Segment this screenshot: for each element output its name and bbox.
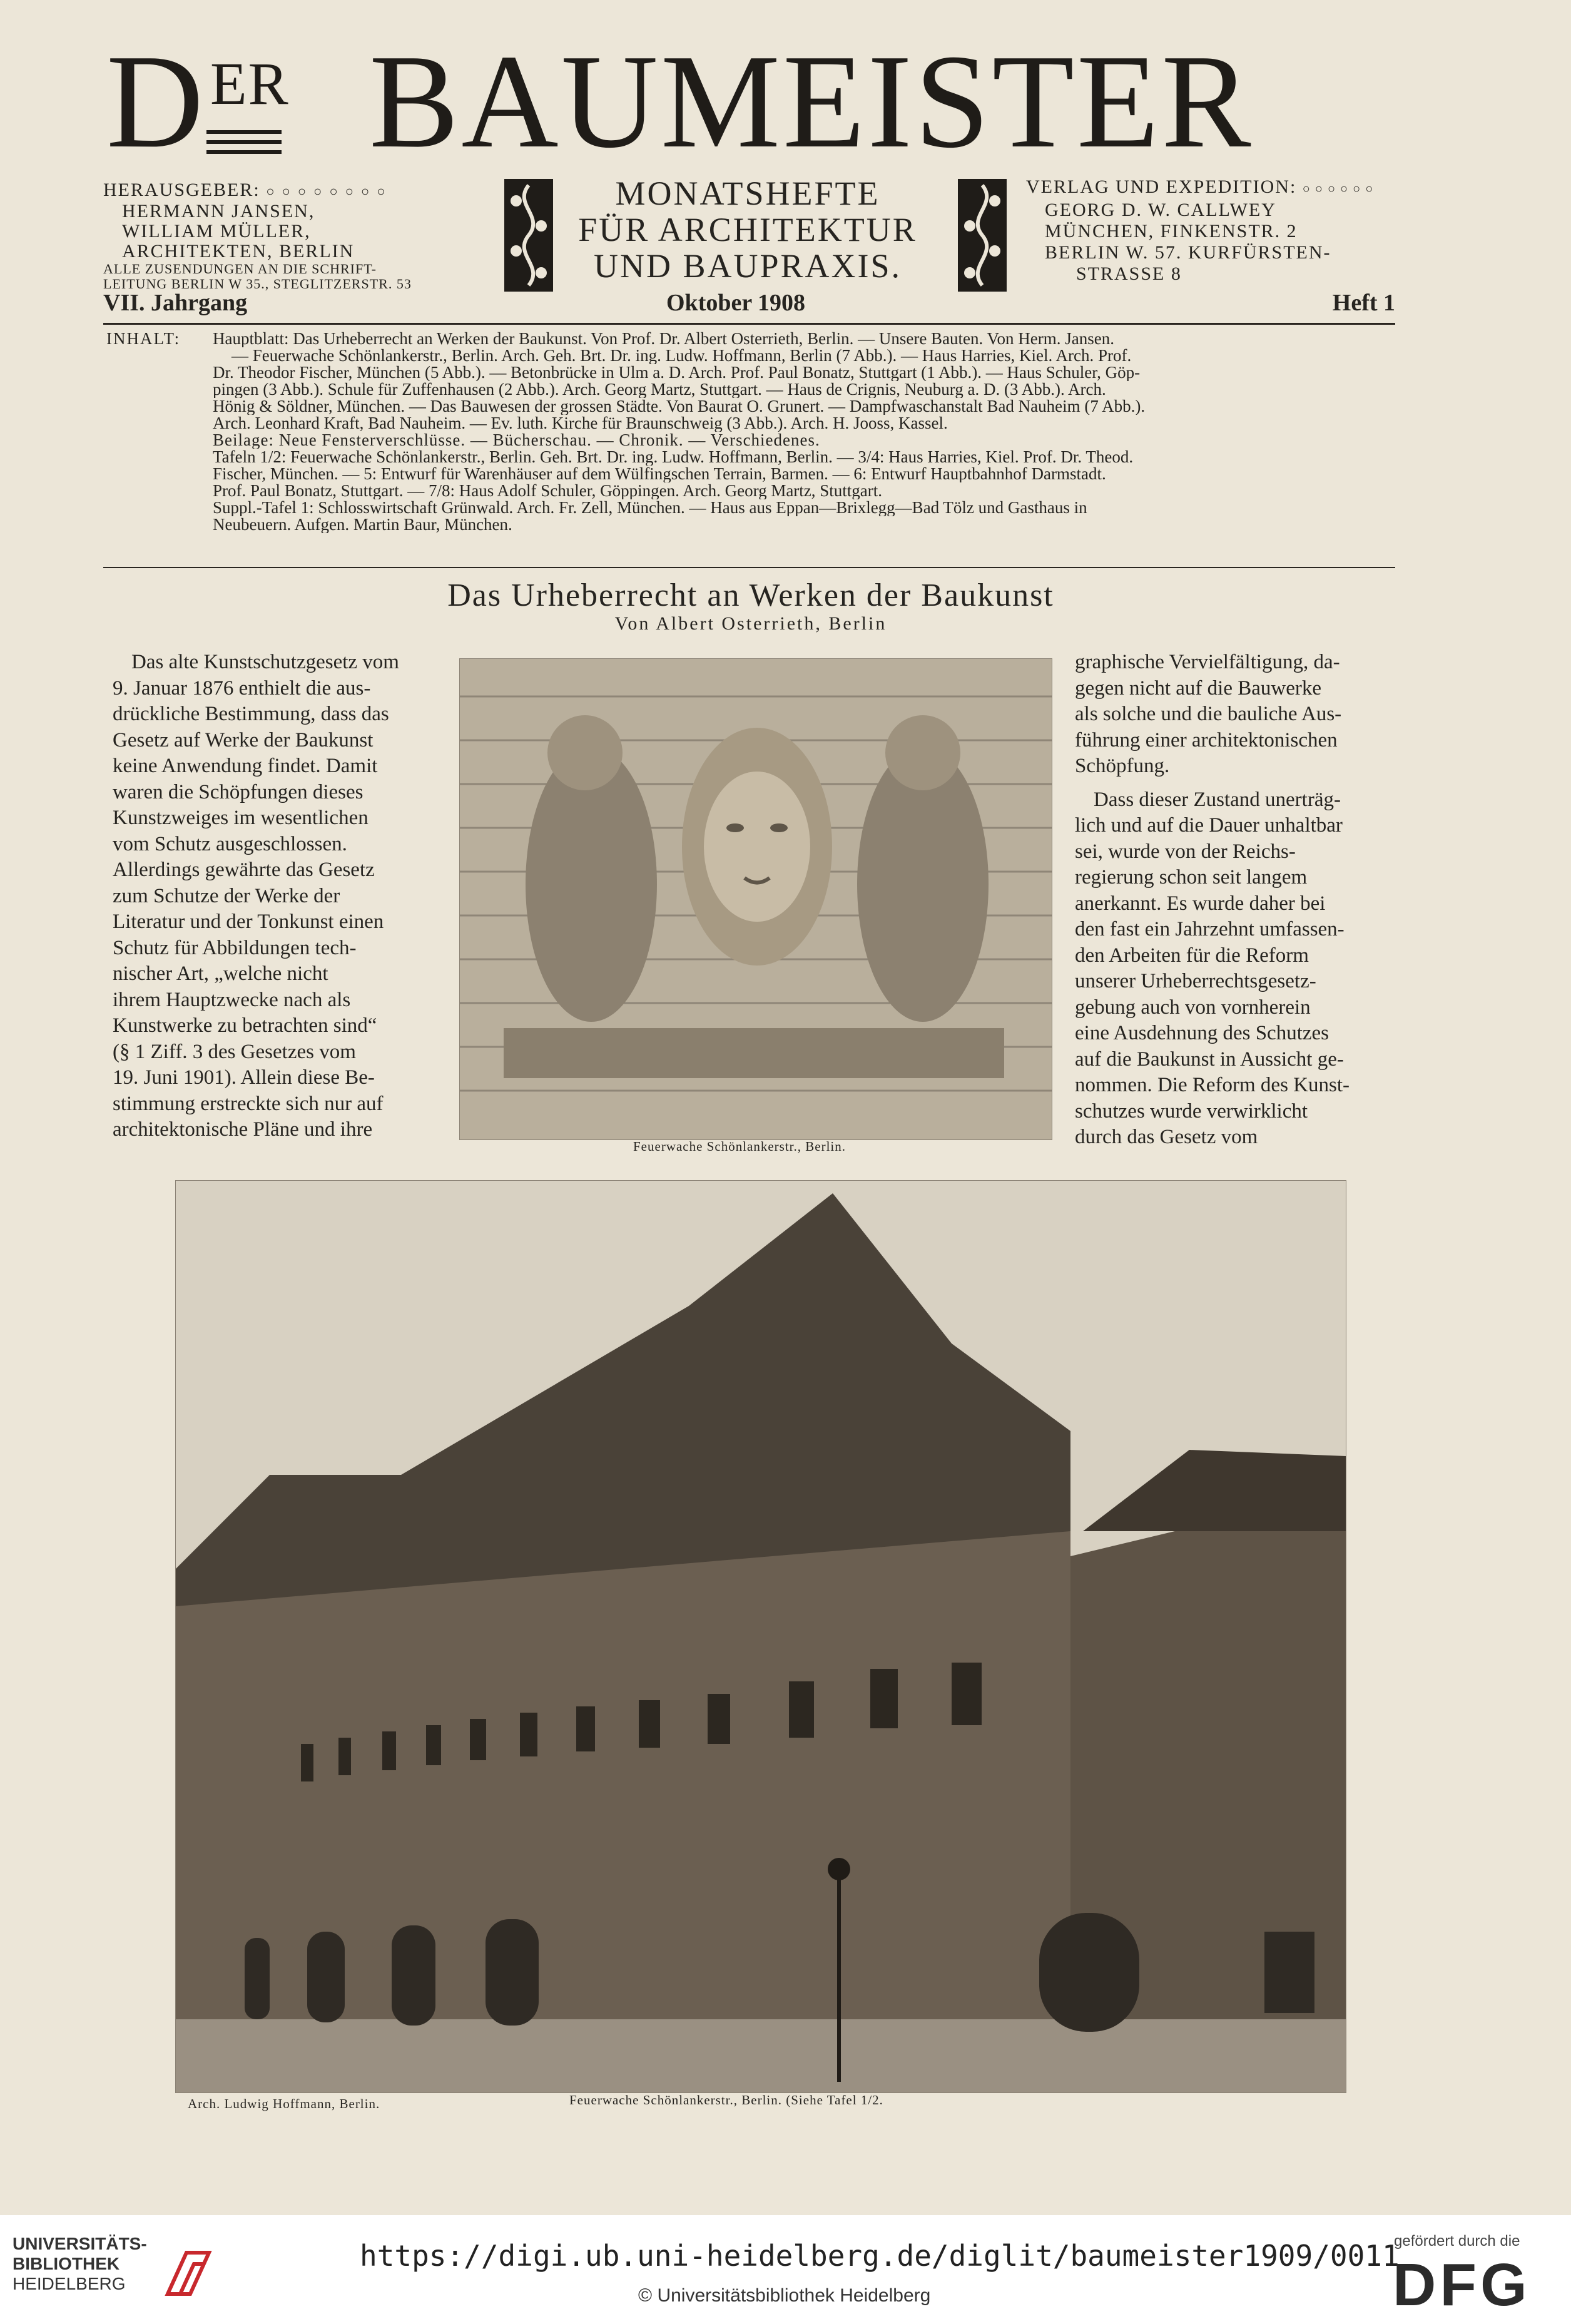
funding-note: gefördert durch die xyxy=(1394,2233,1520,2250)
fire-station-photo xyxy=(175,1180,1346,2093)
publisher-munich: MÜNCHEN, FINKENSTR. 2 xyxy=(1045,221,1298,242)
contents-line: Dr. Theodor Fischer, München (5 Abb.). — Betonbrücke in Ulm a. D. Arch. Prof. Paul Bonatz, Stuttgart (1 Abb.). — Haus Schuler, Göp- xyxy=(213,364,1141,381)
contents-label: INHALT: xyxy=(106,329,181,348)
library-logo-icon[interactable] xyxy=(161,2246,215,2300)
issue-row xyxy=(103,289,1395,320)
article-line: Allerdings gewährte das Gesetz xyxy=(113,859,375,881)
article-line: nischer Art, „welche nicht xyxy=(113,962,328,985)
article-line: gebung auch von vornherein xyxy=(1075,996,1311,1019)
issue-number: Heft 1 xyxy=(1332,290,1395,316)
article-column-left xyxy=(113,650,438,1143)
divider-rule xyxy=(103,567,1395,568)
subtitle-line1: MONATSHEFTE xyxy=(615,175,880,212)
dots-ornament: ○○○○○○ xyxy=(1302,182,1378,196)
issue-date: Oktober 1908 xyxy=(666,290,806,316)
article-line: graphische Vervielfältigung, da- xyxy=(1075,651,1340,673)
article-line: anerkannt. Es wurde daher bei xyxy=(1075,892,1326,915)
masthead xyxy=(106,26,1389,176)
permalink-url[interactable]: https://digi.ub.uni-heidelberg.de/diglit/baumeister1909/0011 xyxy=(360,2239,1400,2273)
address-line2: LEITUNG BERLIN W 35., STEGLITZERSTR. 53 xyxy=(103,276,412,292)
architect-caption: Arch. Ludwig Hoffmann, Berlin. xyxy=(188,2096,380,2111)
article-line: Dass dieser Zustand unerträg- xyxy=(1094,788,1341,811)
masthead-d: D xyxy=(106,26,204,176)
publisher-block xyxy=(1026,176,1401,285)
article-line: vom Schutz ausgeschlossen. xyxy=(113,832,347,855)
dfg-logo[interactable]: DFG xyxy=(1393,2251,1531,2318)
article-line: zum Schutze der Werke der xyxy=(113,884,340,907)
relief-photo xyxy=(459,658,1052,1140)
address-line1: ALLE ZUSENDUNGEN AN DIE SCHRIFT- xyxy=(103,261,377,277)
library-line2: BIBLIOTHEK xyxy=(13,2254,120,2273)
masthead-er-rules xyxy=(206,130,282,160)
subtitle-block xyxy=(544,175,951,284)
article-line: Das alte Kunstschutzgesetz vom xyxy=(131,651,399,673)
article-line: (§ 1 Ziff. 3 des Gesetzes vom xyxy=(113,1040,356,1063)
publisher-label: VERLAG UND EXPEDITION: xyxy=(1026,176,1297,197)
library-line3: HEIDELBERG xyxy=(13,2274,126,2293)
contents-line: Neubeuern. Aufgen. Martin Baur, München. xyxy=(213,516,512,533)
masthead-er: ER xyxy=(210,50,290,117)
dots-ornament: ○○○○○○○○ xyxy=(266,183,393,199)
article-line: führung einer architektonischen xyxy=(1075,728,1338,752)
article-line: Kunstwerke zu betrachten sind“ xyxy=(113,1014,377,1037)
article-line: sei, wurde von der Reichs- xyxy=(1075,840,1296,863)
subtitle-line3: UND BAUPRAXIS. xyxy=(593,247,902,285)
fire-station-building-image xyxy=(176,1181,1346,2092)
building-caption: Feuerwache Schönlankerstr., Berlin. (Siehe Tafel 1/2. xyxy=(569,2092,883,2107)
masthead-baumeister: BAUMEISTER xyxy=(369,26,1254,176)
editor-jansen: HERMANN JANSEN, xyxy=(122,201,315,222)
contents-line: Beilage: Neue Fensterverschlüsse. — Bücherschau. — Chronik. — Verschiedenes. xyxy=(213,432,820,449)
editors-label: HERAUSGEBER: xyxy=(103,180,260,200)
article-line: Gesetz auf Werke der Baukunst xyxy=(113,728,374,752)
publisher-street: STRASSE 8 xyxy=(1076,263,1182,284)
contents-line: Suppl.-Tafel 1: Schlosswirtschaft Grünwald. Arch. Fr. Zell, München. — Haus aus Eppan—Brixlegg—Bad Tölz und Gasthaus in xyxy=(213,499,1087,516)
divider-rule xyxy=(103,323,1395,325)
article-line: stimmung erstreckte sich nur auf xyxy=(113,1092,384,1115)
article-line: ihrem Hauptzwecke nach als xyxy=(113,988,351,1011)
article-line: den Arbeiten für die Reform xyxy=(1075,944,1309,967)
article-line: waren die Schöpfungen dieses xyxy=(113,780,364,803)
article-line: 19. Juni 1901). Allein diese Be- xyxy=(113,1066,375,1089)
vine-ornament-right-icon xyxy=(954,179,1010,292)
relief-sculpture-image xyxy=(460,659,1052,1139)
article-line: nommen. Die Reform des Kunst- xyxy=(1075,1074,1350,1096)
editors-block xyxy=(103,180,504,292)
article-line: als solche und die bauliche Aus- xyxy=(1075,703,1342,725)
subtitle-line2: FÜR ARCHITEKTUR xyxy=(578,211,917,248)
article-line: unserer Urheberrechtsgesetz- xyxy=(1075,970,1316,992)
article-column-right xyxy=(1075,650,1400,1151)
volume-label: VII. Jahrgang xyxy=(103,290,248,316)
viewer-footer xyxy=(0,2215,1571,2324)
article-line: lich und auf die Dauer unhaltbar xyxy=(1075,814,1343,837)
article-line: drückliche Bestimmung, dass das xyxy=(113,703,389,725)
article-line: Schutz für Abbildungen tech- xyxy=(113,936,357,959)
publisher-berlin: BERLIN W. 57. KURFÜRSTEN- xyxy=(1045,242,1331,263)
library-line1: UNIVERSITÄTS- xyxy=(13,2234,147,2253)
contents-line: Fischer, München. — 5: Entwurf für Warenhäuser auf dem Wülfingschen Terrain, Barmen. — 6: Entwurf Hauptbahnhof Darmstadt. xyxy=(213,466,1106,482)
article-line: auf die Baukunst in Aussicht ge- xyxy=(1075,1047,1344,1071)
copyright-notice: © Universitätsbibliothek Heidelberg xyxy=(638,2285,931,2306)
article-line: Literatur und der Tonkunst einen xyxy=(113,910,384,933)
article-line: Schöpfung. xyxy=(1075,755,1170,777)
contents-line: pingen (3 Abb.). Schule für Zuffenhausen (2 Abb.). Arch. Georg Martz, Stuttgart. — Haus de Crignis, Neuburg a. D. (3 Abb.). Arch. xyxy=(213,381,1106,398)
article-line: keine Anwendung findet. Damit xyxy=(113,755,378,777)
contents-line: Prof. Paul Bonatz, Stuttgart. — 7/8: Haus Adolf Schuler, Göppingen. Arch. Georg Martz, Stuttgart. xyxy=(213,482,883,499)
article-line: gegen nicht auf die Bauwerke xyxy=(1075,676,1322,700)
contents-line: Arch. Leonhard Kraft, Bad Nauheim. — Ev. luth. Kirche für Braunschweig (3 Abb.). Arch. H. Jooss, Kassel. xyxy=(213,415,948,432)
contents-line: Hauptblatt: Das Urheberrecht an Werken der Baukunst. Von Prof. Dr. Albert Osterrieth, Berlin. — Unsere Bauten. Von Herm. Jansen. xyxy=(213,330,1115,347)
contents-line: — Feuerwache Schönlankerstr., Berlin. Arch. Geh. Brt. Dr. ing. Ludw. Hoffmann, Berlin (7 Abb.). — Haus Harries, Kiel. Arch. Prof. xyxy=(231,347,1132,364)
publisher-name: GEORG D. W. CALLWEY xyxy=(1045,200,1276,220)
library-name[interactable] xyxy=(13,2234,147,2294)
paragraph-gap xyxy=(1075,780,1400,787)
article-line: eine Ausdehnung des Schutzes xyxy=(1075,1022,1330,1044)
article-line: den fast ein Jahrzehnt umfassen- xyxy=(1075,918,1345,940)
article-line: Kunstzweiges im wesentlichen xyxy=(113,807,369,829)
relief-caption: Feuerwache Schönlankerstr., Berlin. xyxy=(633,1139,846,1154)
article-line: regierung schon seit langem xyxy=(1075,866,1308,889)
article-line: schutzes wurde verwirklicht xyxy=(1075,1099,1308,1123)
editor-mueller: WILLIAM MÜLLER, xyxy=(122,221,311,242)
editors-city: ARCHITEKTEN, BERLIN xyxy=(122,241,355,262)
article-line: architektonische Pläne und ihre xyxy=(113,1118,373,1141)
article-title: Das Urheberrecht an Werken der Baukunst xyxy=(447,578,1054,613)
contents-line: Hönig & Söldner, München. — Das Bauwesen der grossen Städte. Von Baurat O. Grunert. — Dampfwaschanstalt Bad Nauheim (7 Abb.). xyxy=(213,398,1146,415)
article-line: durch das Gesetz vom xyxy=(1075,1126,1258,1148)
article-line: 9. Januar 1876 enthielt die aus- xyxy=(113,676,371,700)
contents-line: Tafeln 1/2: Feuerwache Schönlankerstr., Berlin. Geh. Brt. Dr. ing. Ludw. Hoffmann, Berlin. — 3/4: Haus Harries, Kiel. Prof. Dr. Theod. xyxy=(213,449,1134,466)
article-byline: Von Albert Osterrieth, Berlin xyxy=(614,613,887,634)
